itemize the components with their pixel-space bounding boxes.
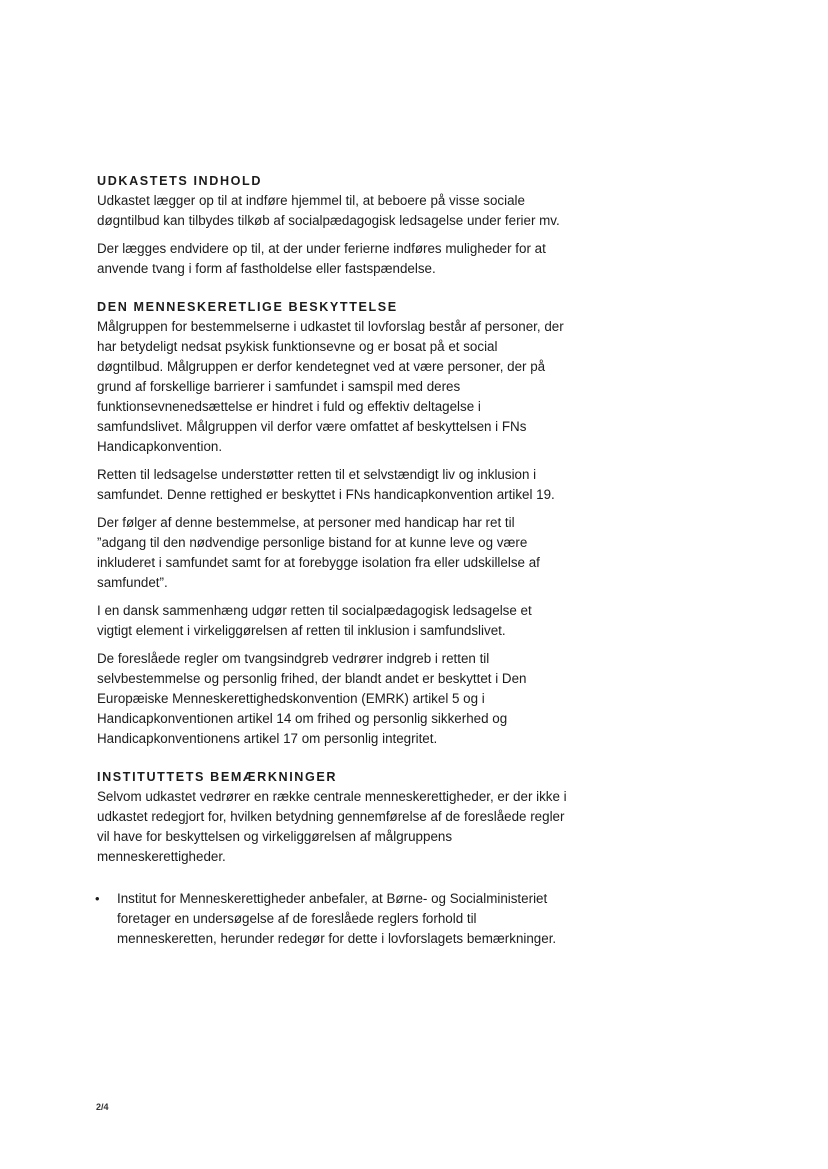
page-number: 2/4 [96, 1102, 109, 1112]
paragraph: Selvom udkastet vedrører en række centrale menneskerettigheder, er der ikke i udkastet redegjort for, hvilken betydning gennemførelse af de foreslåede regler vil have for beskyttelsen og virkeliggørelsen af målgruppens menneskerettigheder. [97, 789, 567, 864]
bullet-icon: • [95, 891, 100, 906]
section-heading: INSTITUTTETS BEMÆRKNINGER [97, 770, 338, 784]
paragraph: Der følger af denne bestemmelse, at personer med handicap har ret til ”adgang til den nødvendige personlige bistand for at kunne leve og være inkluderet i samfundet samt for at forebygge isolation fra eller udskillelse af samfundet”. [97, 515, 540, 590]
section-menneskeretlige-beskyttelse [97, 297, 567, 749]
paragraph: Udkastet lægger op til at indføre hjemmel til, at beboere på visse sociale døgntilbud kan tilbydes tilkøb af socialpædagogisk ledsagelse under ferier mv. [97, 193, 560, 228]
paragraph: De foreslåede regler om tvangsindgreb vedrører indgreb i retten til selvbestemmelse og personlig frihed, der blandt andet er beskyttet i Den Europæiske Menneskerettighedskonvention (EMRK) artikel 5 og i Handicapkonventionen artikel 14 om frihed og personlig sikkerhed og Handicapkonventionens artikel 17 om personlig integritet. [97, 651, 527, 746]
list-item-text: Institut for Menneskerettigheder anbefaler, at Børne- og Socialministeriet foretager en undersøgelse af de foreslåede reglers forhold til menneskeretten, herunder redegør for dette i lovforslagets bemærkninger. [117, 891, 557, 946]
list-item [97, 889, 567, 949]
section-udkastets-indhold [97, 171, 567, 279]
document-body [97, 171, 567, 967]
section-heading: DEN MENNESKERETLIGE BESKYTTELSE [97, 300, 398, 314]
section-heading: UDKASTETS INDHOLD [97, 174, 263, 188]
section-instituttets-bemaerkninger [97, 767, 567, 949]
paragraph: Retten til ledsagelse understøtter retten til et selvstændigt liv og inklusion i samfundet. Denne rettighed er beskyttet i FNs handicapkonvention artikel 19. [97, 467, 555, 502]
paragraph: I en dansk sammenhæng udgør retten til socialpædagogisk ledsagelse et vigtigt element i virkeliggørelsen af retten til inklusion i samfundslivet. [97, 603, 532, 638]
paragraph: Der lægges endvidere op til, at der under ferierne indføres muligheder for at anvende tvang i form af fastholdelse eller fastspændelse. [97, 241, 546, 276]
recommendation-list [97, 889, 567, 949]
paragraph: Målgruppen for bestemmelserne i udkastet til lovforslag består af personer, der har betydeligt nedsat psykisk funktionsevne og er bosat på et social døgntilbud. Målgruppen er derfor kendetegnet ved at være personer, der på grund af forskellige barrierer i samfundet i samspil med deres funktionsevnenedsættelse er hindret i fuld og effektiv deltagelse i samfundslivet. Målgruppen vil derfor være omfattet af beskyttelsen i FNs Handicapkonvention. [97, 319, 564, 454]
